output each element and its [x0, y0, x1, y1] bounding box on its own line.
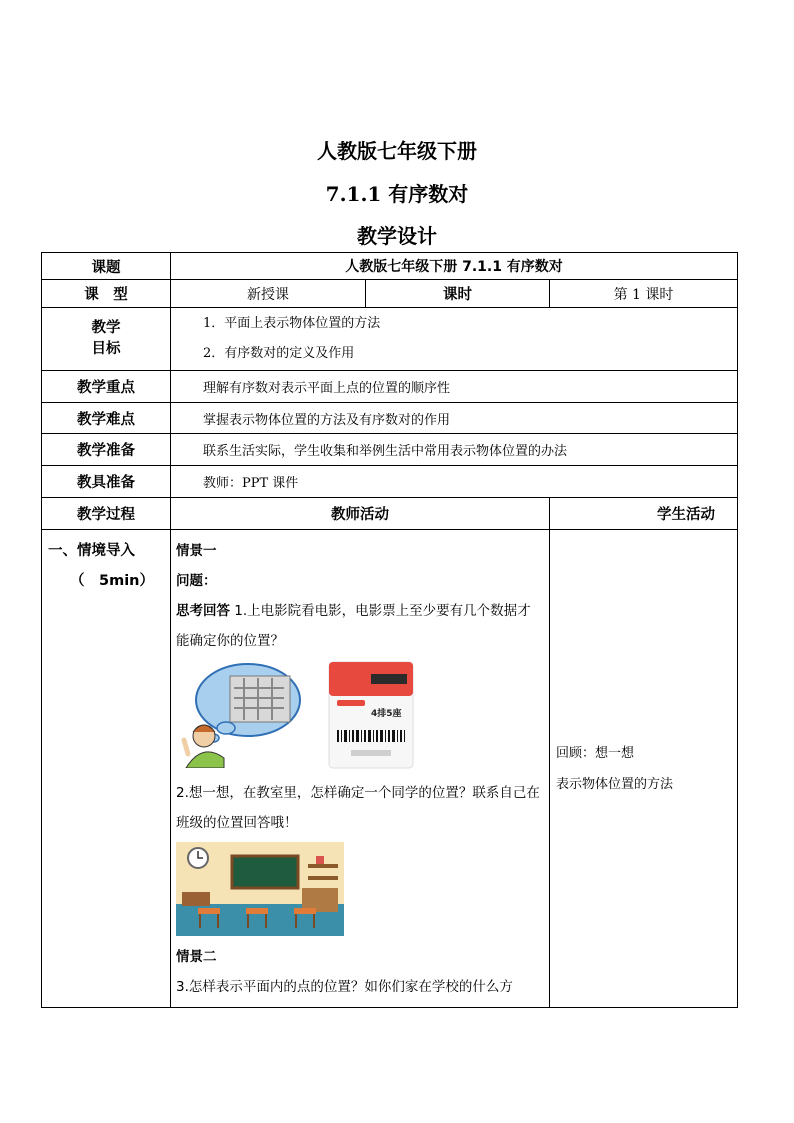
lesson-title: 7.1.1 有序数对 [325, 182, 469, 206]
tools-value: 教师：PPT 课件 [171, 466, 738, 498]
difficulty-row [42, 403, 738, 434]
difficulty-value: 掌握表示物体位置的方法及有序数对的作用 [171, 403, 738, 434]
type-value: 新授课 [171, 280, 366, 308]
difficulty-label: 教学难点 [42, 403, 171, 434]
ticket-seat-text: 4排5座 [371, 709, 402, 719]
scene2-heading: 情景二 [176, 949, 217, 965]
classroom-illustration [176, 842, 344, 936]
intro-stage-row [42, 530, 738, 1008]
process-header-row [42, 498, 738, 530]
teacher-activity-header: 教师活动 [171, 498, 550, 530]
key-row [42, 371, 738, 403]
think-label: 思考回答 [176, 603, 230, 619]
type-label: 课 型 [42, 280, 171, 308]
type-row [42, 280, 738, 308]
goal-row [42, 308, 738, 371]
prep-row [42, 434, 738, 466]
goal-item: 1．平面上表示物体位置的方法 [203, 316, 381, 331]
question-3-text: 3.怎样表示平面内的点的位置？如你们家在学校的什么方 [176, 979, 513, 995]
prep-value: 联系生活实际，学生收集和举例生活中常用表示物体位置的办法 [171, 434, 738, 466]
lesson-plan-table [41, 252, 738, 1008]
tools-label: 教具准备 [42, 466, 171, 498]
student-activity-line: 表示物体位置的方法 [556, 776, 674, 792]
topic-label: 课题 [42, 253, 171, 280]
topic-row [42, 253, 738, 280]
question-1-text: 1.上电影院看电影，电影票上至少要有几个数据才能确定你的位置？ [176, 603, 531, 649]
goal-item: 2．有序数对的定义及作用 [203, 346, 355, 361]
cinema-images [176, 658, 544, 770]
student-activity-line: 回顾：想一想 [556, 745, 635, 761]
teacher-activity-cell [171, 530, 550, 1008]
scene1-heading: 情景一 [176, 543, 217, 559]
student-activity-cell [550, 530, 738, 1008]
student-activity-header: 学生活动 [550, 498, 738, 530]
topic-value: 人教版七年级下册 7.1.1 有序数对 [171, 253, 738, 280]
period-label: 课时 [366, 280, 550, 308]
movie-ticket-image [327, 660, 415, 770]
question-2-text: 2.想一想，在教室里，怎样确定一个同学的位置？联系自己在班级的位置回答哦！ [176, 785, 540, 831]
stage-label: 一、情境导入 [48, 543, 135, 559]
thinking-boy-illustration [178, 658, 303, 768]
process-label: 教学过程 [42, 498, 171, 530]
goal-label [42, 308, 171, 371]
tools-row [42, 466, 738, 498]
doc-subtitle: 教学设计 [357, 224, 437, 248]
goal-label-line2: 目标 [91, 341, 121, 357]
key-value: 理解有序数对表示平面上点的位置的顺序性 [171, 371, 738, 403]
stage-time: （ 5min） [70, 573, 154, 589]
question-label: 问题： [176, 573, 217, 589]
goal-label-line1: 教学 [91, 320, 121, 336]
stage-cell [42, 530, 171, 1008]
key-label: 教学重点 [42, 371, 171, 403]
period-value: 第 1 课时 [550, 280, 738, 308]
doc-title: 人教版七年级下册 [317, 139, 477, 163]
goal-list [171, 308, 738, 371]
prep-label: 教学准备 [42, 434, 171, 466]
